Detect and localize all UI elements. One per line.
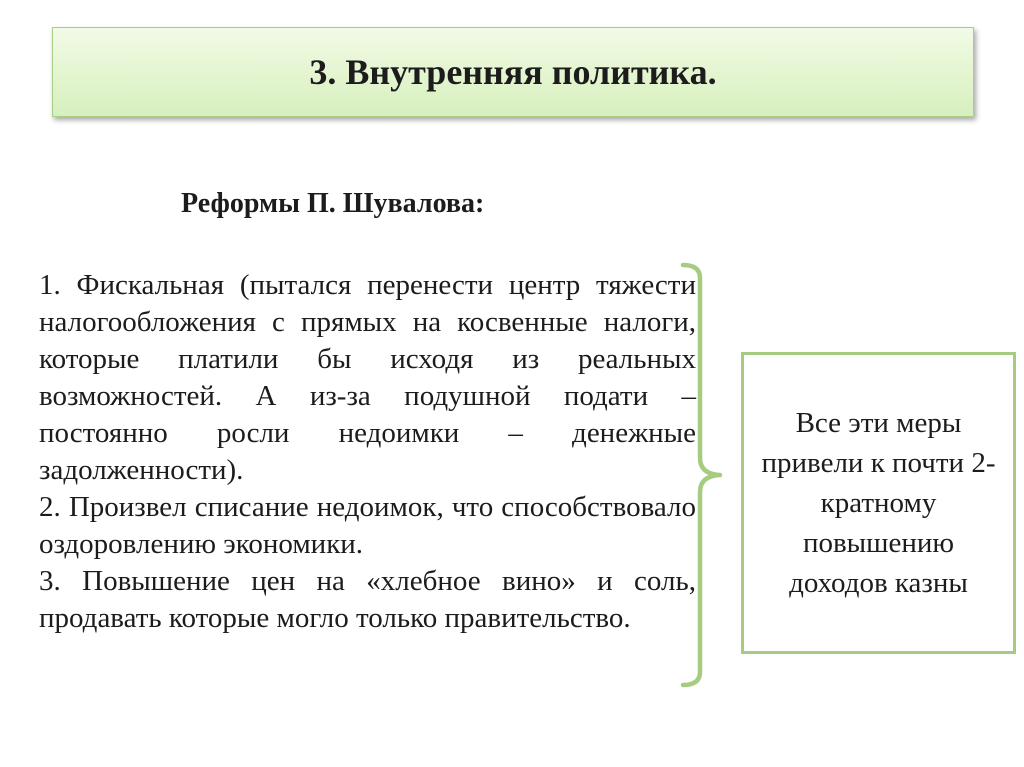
conclusion-text: Все эти меры привели к почти 2-кратному повышению доходов казны <box>761 407 996 599</box>
slide-title: 3. Внутренняя политика. <box>309 52 717 92</box>
title-banner <box>52 27 974 117</box>
reform-item-3: 3. Повышение цен на «хлебное вино» и соль, продавать которые могло только правительство. <box>39 565 696 634</box>
reforms-list <box>39 267 696 637</box>
slide-subtitle: Реформы П. Шувалова: <box>181 188 485 219</box>
curly-bracket-icon <box>680 262 730 688</box>
reform-item-1: 1. Фискальная (пытался перенести центр тяжести налогообложения с прямых на косвенные налоги, которые платили бы исходя из реальных возможностей. А из-за подушной подати – постоянно росли недоимки – денежные задолженности). <box>39 269 696 486</box>
reform-item-2: 2. Произвел списание недоимок, что способствовало оздоровлению экономики. <box>39 491 696 560</box>
conclusion-box <box>741 352 1016 654</box>
